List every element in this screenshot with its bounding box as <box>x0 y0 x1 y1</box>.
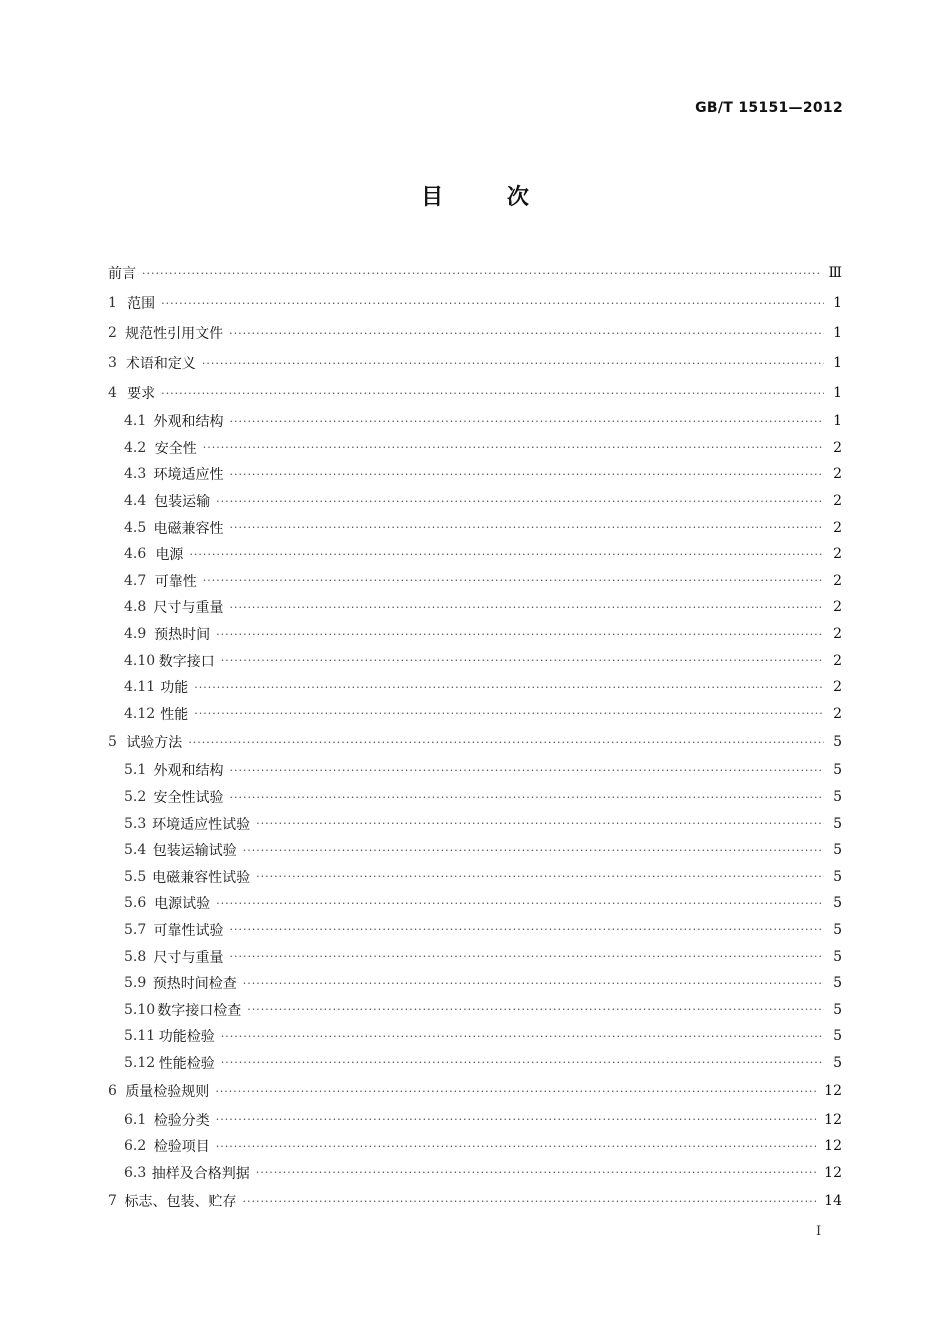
toc-entry-label: 电源 <box>155 547 184 564</box>
toc-leader-dots <box>142 267 820 280</box>
toc-entry-label: 术语和定义 <box>125 356 196 372</box>
toc-leader-dots <box>216 1113 816 1126</box>
toc-leader-dots <box>203 441 824 454</box>
toc-entry[interactable] <box>108 435 842 462</box>
toc-entry-label: 包装运输 <box>154 494 211 511</box>
toc-leader-dots <box>247 1003 824 1016</box>
toc-entry-number: 4.1 <box>124 413 147 430</box>
toc-entry-page: 5 <box>833 842 842 859</box>
toc-leader-dots <box>215 1085 816 1098</box>
toc-entry-page: 5 <box>833 975 842 992</box>
toc-entry-label: 功能 <box>160 680 189 697</box>
toc-entry-page: 1 <box>833 385 842 401</box>
toc-leader-dots <box>188 736 824 749</box>
toc-entry-number: 7 <box>108 1193 117 1210</box>
toc-leader-dots <box>221 1030 824 1043</box>
toc-entry-number: 6.1 <box>124 1111 147 1128</box>
toc-entry[interactable] <box>108 1159 842 1186</box>
toc-leader-dots <box>256 1166 816 1179</box>
toc-entry-label: 安全性试验 <box>153 790 224 807</box>
toc-entry-number: 4.6 <box>124 546 147 563</box>
toc-entry[interactable] <box>108 1133 842 1160</box>
toc-entry-page: 5 <box>833 815 842 832</box>
toc-entry-label: 前言 <box>108 266 136 282</box>
toc-entry-page: 2 <box>833 626 842 643</box>
toc-entry-number: 4.7 <box>124 572 147 589</box>
toc-leader-dots <box>221 654 824 667</box>
toc-entry-number: 4.12 <box>124 705 156 722</box>
toc-entry-page: 5 <box>833 868 842 885</box>
toc-entry-page: 1 <box>833 325 842 341</box>
toc-entry[interactable] <box>108 318 842 348</box>
toc-entry[interactable] <box>108 917 842 944</box>
toc-entry-number: 5.5 <box>124 868 147 885</box>
toc-entry-label: 尺寸与重量 <box>153 600 224 617</box>
toc-entry-label: 数字接口检查 <box>157 1002 242 1019</box>
toc-leader-dots <box>189 548 824 561</box>
toc-entry-number: 5 <box>108 734 117 751</box>
toc-leader-dots <box>229 764 824 777</box>
toc-leader-dots <box>256 817 824 830</box>
toc-entry-number: 6.3 <box>124 1164 147 1181</box>
toc-entry-page: 5 <box>833 1028 842 1045</box>
toc-entry-number: 5.3 <box>124 815 147 832</box>
toc-entry-label: 试验方法 <box>126 735 183 752</box>
toc-entry-label: 抽样及合格判据 <box>151 1165 250 1182</box>
toc-entry-page: 5 <box>833 762 842 779</box>
toc-entry-label: 预热时间 <box>154 627 211 644</box>
toc-entry[interactable] <box>108 288 842 318</box>
toc-entry-number: 5.11 <box>124 1028 156 1045</box>
toc-entry-number: 2 <box>108 325 117 341</box>
toc-entry-number: 5.12 <box>124 1054 156 1071</box>
toc-leader-dots <box>256 870 824 883</box>
toc-entry-page: Ⅲ <box>828 265 842 281</box>
toc-entry-label: 尺寸与重量 <box>153 949 224 966</box>
toc-entry[interactable] <box>108 1050 842 1077</box>
toc-entry[interactable] <box>108 864 842 891</box>
toc-entry-page: 12 <box>824 1138 842 1155</box>
toc-entry-page: 5 <box>833 1001 842 1018</box>
toc-entry-number: 3 <box>108 355 117 371</box>
toc-leader-dots <box>203 574 824 587</box>
toc-entry[interactable] <box>108 1023 842 1050</box>
toc-entry[interactable] <box>108 943 842 970</box>
toc-entry-page: 12 <box>824 1083 842 1100</box>
toc-entry-number: 5.4 <box>124 842 147 859</box>
toc-entry-number: 5.6 <box>124 895 147 912</box>
toc-entry-number: 4 <box>108 385 117 401</box>
toc-entry-page: 12 <box>824 1164 842 1181</box>
toc-entry-page: 2 <box>833 546 842 563</box>
toc-entry[interactable] <box>108 970 842 997</box>
standard-code: GB/T 15151—2012 <box>695 100 843 116</box>
toc-leader-dots <box>229 415 824 428</box>
toc-entry[interactable] <box>108 258 842 288</box>
toc-entry-number: 4.8 <box>124 599 147 616</box>
toc-entry-page: 2 <box>833 493 842 510</box>
toc-entry-page: 1 <box>833 355 842 371</box>
toc-leader-dots <box>229 791 824 804</box>
toc-entry[interactable] <box>108 461 842 488</box>
toc-entry-number: 5.7 <box>124 921 147 938</box>
toc-entry-label: 预热时间检查 <box>152 976 237 993</box>
toc-entry-page: 12 <box>824 1111 842 1128</box>
toc-entry-label: 外观和结构 <box>153 414 224 431</box>
toc-entry[interactable] <box>108 378 842 408</box>
toc-leader-dots <box>229 327 824 340</box>
toc-entry-number: 5.1 <box>124 762 147 779</box>
toc-entry-number: 4.11 <box>124 679 156 696</box>
toc-leader-dots <box>243 1195 817 1208</box>
toc-entry[interactable] <box>108 837 842 864</box>
toc-entry[interactable] <box>108 488 842 515</box>
toc-leader-dots <box>229 923 824 936</box>
toc-entry-number: 6 <box>108 1083 117 1100</box>
toc-leader-dots <box>216 495 824 508</box>
toc-entry-label: 性能检验 <box>158 1055 215 1072</box>
toc-entry-label: 标志、包装、贮存 <box>124 1194 237 1211</box>
toc-entry-number: 4.2 <box>124 439 147 456</box>
toc-entry-label: 外观和结构 <box>153 763 224 780</box>
toc-entry-label: 电磁兼容性 <box>153 520 224 537</box>
toc-leader-dots <box>243 977 824 990</box>
toc-entry[interactable] <box>108 1076 842 1106</box>
toc-entry-label: 可靠性 <box>154 573 197 590</box>
toc-entry-label: 性能 <box>160 706 189 723</box>
toc-entry-label: 可靠性试验 <box>153 922 224 939</box>
toc-leader-dots <box>216 897 824 910</box>
toc-entry-label: 质量检验规则 <box>125 1084 210 1101</box>
toc-entry-page: 2 <box>833 599 842 616</box>
toc-entry-number: 6.2 <box>124 1138 147 1155</box>
toc-entry-label: 电磁兼容性试验 <box>152 869 251 886</box>
toc-entry-number: 4.3 <box>124 466 147 483</box>
toc-entry-label: 电源试验 <box>154 896 211 913</box>
toc-entry[interactable] <box>108 621 842 648</box>
toc-entry[interactable] <box>108 514 842 541</box>
toc-leader-dots <box>229 468 824 481</box>
toc-entry-page: 2 <box>833 466 842 483</box>
toc-entry-label: 范围 <box>127 296 156 312</box>
toc-entry-label: 规范性引用文件 <box>125 326 224 342</box>
toc-entry-number: 4.5 <box>124 519 147 536</box>
toc-leader-dots <box>221 1056 824 1069</box>
toc-entry[interactable] <box>108 594 842 621</box>
title-char-2: 次 <box>506 185 529 210</box>
toc-entry[interactable] <box>108 568 842 595</box>
title-char-1: 目 <box>421 185 444 210</box>
toc-entry-page: 2 <box>833 439 842 456</box>
toc-entry[interactable] <box>108 348 842 378</box>
toc-leader-dots <box>216 628 824 641</box>
toc-entry-page: 5 <box>833 1054 842 1071</box>
toc-entry-label: 要求 <box>127 386 156 402</box>
toc-entry[interactable] <box>108 727 842 757</box>
toc-leader-dots <box>194 707 824 720</box>
toc-leader-dots <box>161 387 824 400</box>
toc-entry[interactable] <box>108 890 842 917</box>
toc-entry-page: 2 <box>833 519 842 536</box>
toc-entry[interactable] <box>108 701 842 728</box>
toc-entry-page: 1 <box>833 413 842 430</box>
toc-entry-number: 4.10 <box>124 652 156 669</box>
toc-entry[interactable] <box>108 647 842 674</box>
toc-entry-page: 5 <box>833 895 842 912</box>
toc-leader-dots <box>243 844 824 857</box>
toc-entry-number: 4.9 <box>124 626 147 643</box>
folio-page-number: I <box>816 1224 822 1239</box>
toc-leader-dots <box>229 601 824 614</box>
toc-entry-page: 1 <box>833 295 842 311</box>
toc-entry-label: 安全性 <box>154 440 197 457</box>
toc-entry[interactable] <box>108 1106 842 1133</box>
toc-entry[interactable] <box>108 784 842 811</box>
toc-leader-dots <box>194 681 824 694</box>
toc-leader-dots <box>229 521 824 534</box>
toc-entry-page: 5 <box>833 734 842 751</box>
toc-entry-page: 5 <box>833 789 842 806</box>
toc-entry-page: 2 <box>833 572 842 589</box>
toc-entry-page: 14 <box>824 1193 842 1210</box>
toc-entry[interactable] <box>108 541 842 568</box>
toc-entry-label: 数字接口 <box>158 653 215 670</box>
toc-entry-page: 5 <box>833 948 842 965</box>
toc-entry[interactable] <box>108 757 842 784</box>
toc-entry-page: 2 <box>833 705 842 722</box>
toc-entry-page: 2 <box>833 679 842 696</box>
toc-entry-number: 5.8 <box>124 948 147 965</box>
toc-entry-label: 检验项目 <box>153 1139 210 1156</box>
toc-entry-page: 5 <box>833 921 842 938</box>
toc-entry-label: 环境适应性试验 <box>152 816 251 833</box>
toc-entry-number: 4.4 <box>124 493 147 510</box>
toc-leader-dots <box>229 950 824 963</box>
toc-entry[interactable] <box>108 810 842 837</box>
toc-entry[interactable] <box>108 1186 842 1216</box>
toc-entry[interactable] <box>108 408 842 435</box>
toc-entry-number: 5.2 <box>124 789 147 806</box>
toc-leader-dots <box>202 357 824 370</box>
toc-leader-dots <box>161 297 824 310</box>
toc-entry-label: 功能检验 <box>158 1029 215 1046</box>
toc-entry-number: 5.10 <box>124 1001 156 1018</box>
toc-entry[interactable] <box>108 674 842 701</box>
toc-entry-number: 5.9 <box>124 975 147 992</box>
toc-entry-label: 检验分类 <box>153 1112 210 1129</box>
toc-entry[interactable] <box>108 996 842 1023</box>
toc-leader-dots <box>216 1140 816 1153</box>
page-title <box>0 180 950 211</box>
toc-entry-label: 包装运输试验 <box>152 843 237 860</box>
toc-entry-page: 2 <box>833 652 842 669</box>
table-of-contents <box>108 258 842 1216</box>
toc-entry-label: 环境适应性 <box>153 467 224 484</box>
toc-entry-number: 1 <box>108 295 117 311</box>
